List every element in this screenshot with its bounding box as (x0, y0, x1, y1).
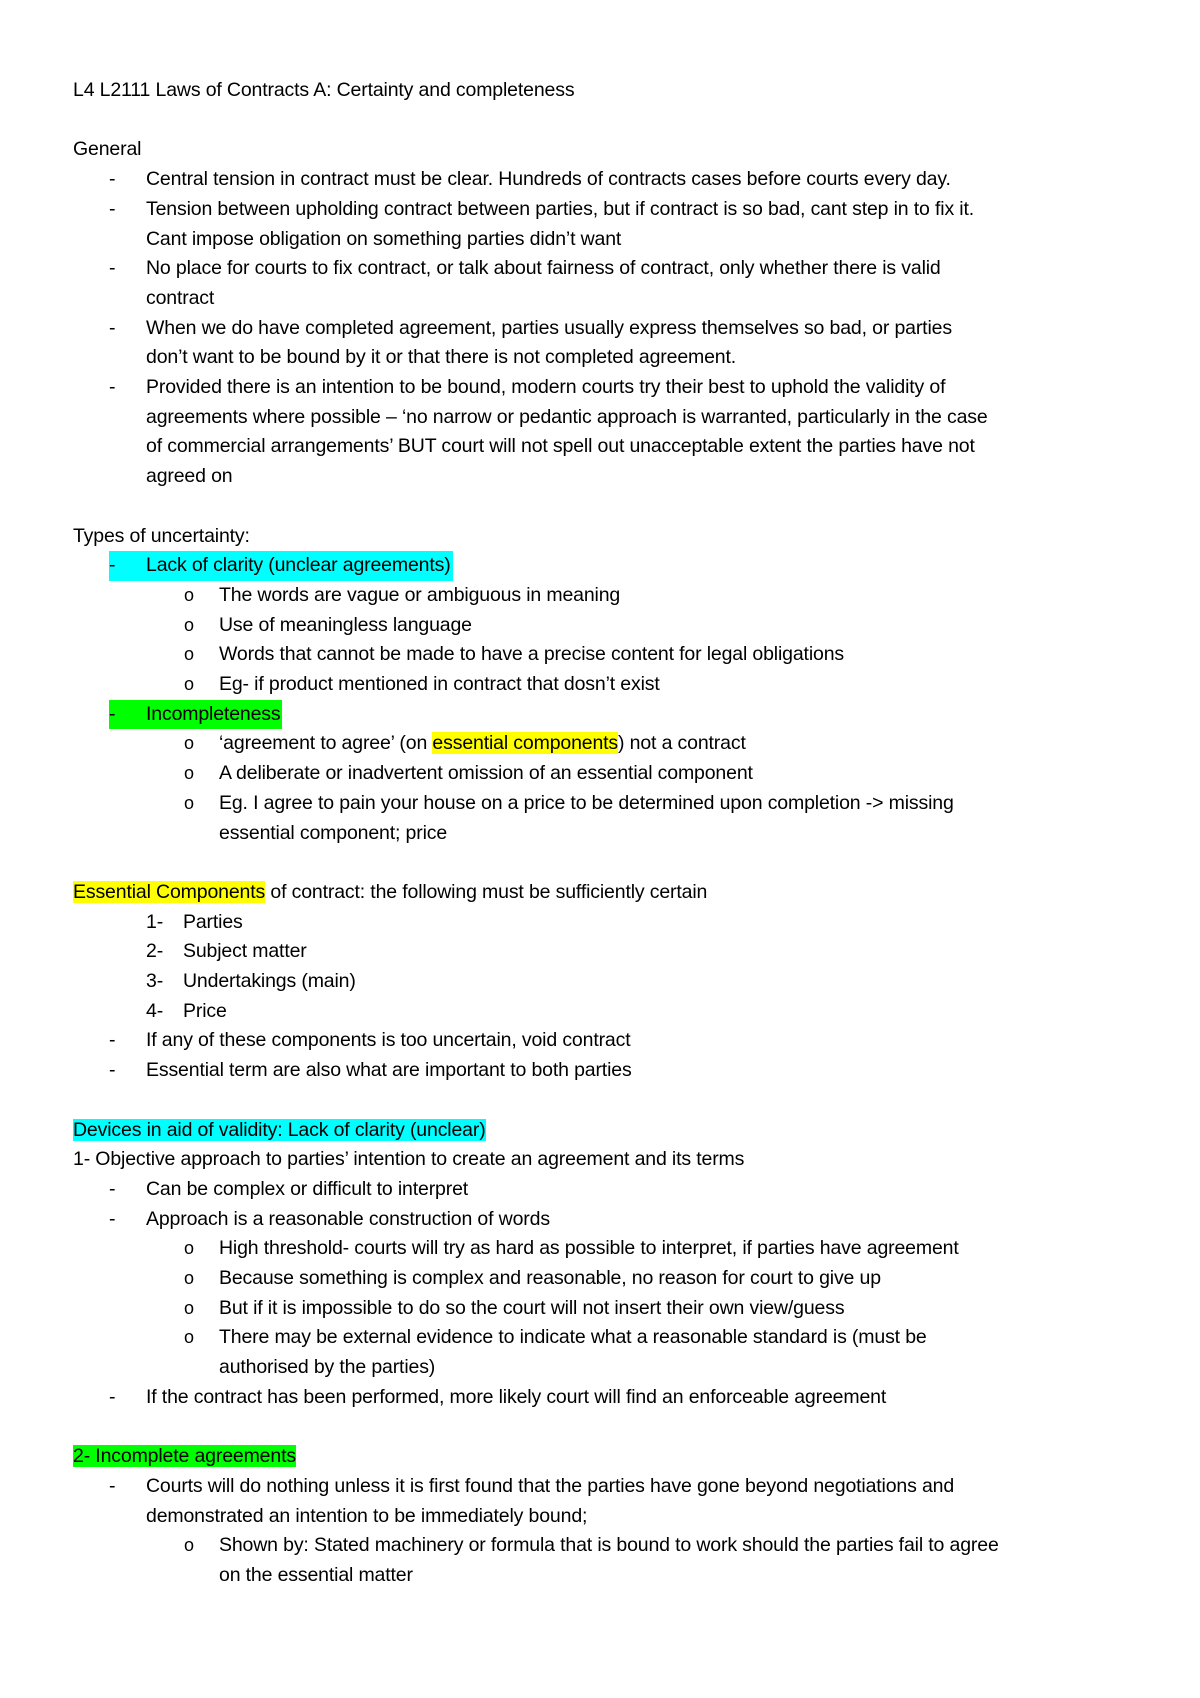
sub-list-item: o Because something is complex and reasonable, no reason for court to give up (184, 1267, 881, 1290)
document-title: L4 L2111 Laws of Contracts A: Certainty and completeness (73, 79, 575, 101)
list-item-continuation: of commercial arrangements’ BUT court will not spell out unacceptable extent the parties have not (146, 435, 975, 458)
list-item: - Tension between upholding contract between parties, but if contract is so bad, cant step in to fix it. (109, 197, 975, 220)
sub-list-item: o Words that cannot be made to have a precise content for legal obligations (184, 643, 844, 666)
list-item-continuation: don’t want to be bound by it or that there is not completed agreement. (146, 346, 737, 369)
list-item: - Essential term are also what are important to both parties (109, 1059, 632, 1082)
list-item: - Central tension in contract must be clear. Hundreds of contracts cases before courts every day. (109, 168, 951, 191)
list-item: - No place for courts to fix contract, or talk about fairness of contract, only whether there is valid (109, 257, 941, 280)
document-body (73, 76, 1153, 1591)
sub-list-item: o But if it is impossible to do so the court will not insert their own view/guess (184, 1296, 845, 1319)
list-item-continuation: agreed on (146, 465, 233, 488)
sub-list-item: o A deliberate or inadvertent omission of an essential component (184, 762, 753, 785)
list-item: - Approach is a reasonable construction of words (109, 1207, 550, 1230)
numbered-item: 4- Price (146, 999, 227, 1022)
list-item-continuation: agreements where possible – ‘no narrow or pedantic approach is warranted, particularly in the case (146, 405, 988, 428)
numbered-item: 1- Parties (146, 910, 243, 933)
sub-list-item: o Shown by: Stated machinery or formula that is bound to work should the parties fail to agree (184, 1534, 999, 1557)
numbered-item: 2- Subject matter (146, 940, 307, 963)
list-item: - Can be complex or difficult to interpret (109, 1177, 469, 1200)
list-item: - Courts will do nothing unless it is first found that the parties have gone beyond negotiations and (109, 1474, 955, 1497)
sub-list-item: o The words are vague or ambiguous in meaning (184, 583, 621, 606)
list-item: - If any of these components is too uncertain, void contract (109, 1029, 631, 1052)
sub-list-item: o Use of meaningless language (184, 613, 472, 636)
sub-list-item: o Eg. I agree to pain your house on a price to be determined upon completion -> missing (184, 791, 954, 814)
sub-list-item: o High threshold- courts will try as hard as possible to interpret, if parties have agreement (184, 1237, 959, 1260)
list-item-continuation: Cant impose obligation on something parties didn’t want (146, 227, 622, 250)
list-item-incompleteness: - Incompleteness (73, 700, 1153, 730)
section-heading-types: Types of uncertainty: (73, 524, 250, 547)
sub-list-item-continuation: essential component; price (219, 821, 448, 844)
list-item: - Provided there is an intention to be bound, modern courts try their best to uphold the validity of (109, 376, 946, 399)
list-item-continuation: contract (146, 286, 215, 309)
list-item: - If the contract has been performed, more likely court will find an enforceable agreement (109, 1385, 887, 1408)
highlight-essential-components: essential components (432, 732, 619, 755)
section-heading-general: General (73, 138, 142, 161)
numbered-item: 3- Undertakings (main) (146, 970, 356, 993)
section-heading-incomplete: 2- Incomplete agreements (73, 1445, 296, 1468)
section-heading-essential: Essential Components of contract: the following must be sufficiently certain (73, 880, 708, 903)
sub-list-item: o ‘agreement to agree’ (on essential components) not a contract (184, 732, 746, 755)
list-item-continuation: demonstrated an intention to be immediately bound; (146, 1504, 588, 1527)
sub-list-item: o There may be external evidence to indicate what a reasonable standard is (must be (184, 1326, 927, 1349)
sub-list-item: o Eg- if product mentioned in contract that dosn’t exist (184, 673, 660, 696)
point-heading: 1- Objective approach to parties’ intention to create an agreement and its terms (73, 1148, 745, 1171)
sub-list-item-continuation: on the essential matter (219, 1564, 413, 1587)
sub-list-item-continuation: authorised by the parties) (219, 1356, 436, 1379)
section-heading-devices: Devices in aid of validity: Lack of clarity (unclear) (73, 1118, 486, 1141)
list-item: - When we do have completed agreement, parties usually express themselves so bad, or parties (109, 316, 952, 339)
list-item-lack-of-clarity: - Lack of clarity (unclear agreements) (73, 551, 1153, 581)
